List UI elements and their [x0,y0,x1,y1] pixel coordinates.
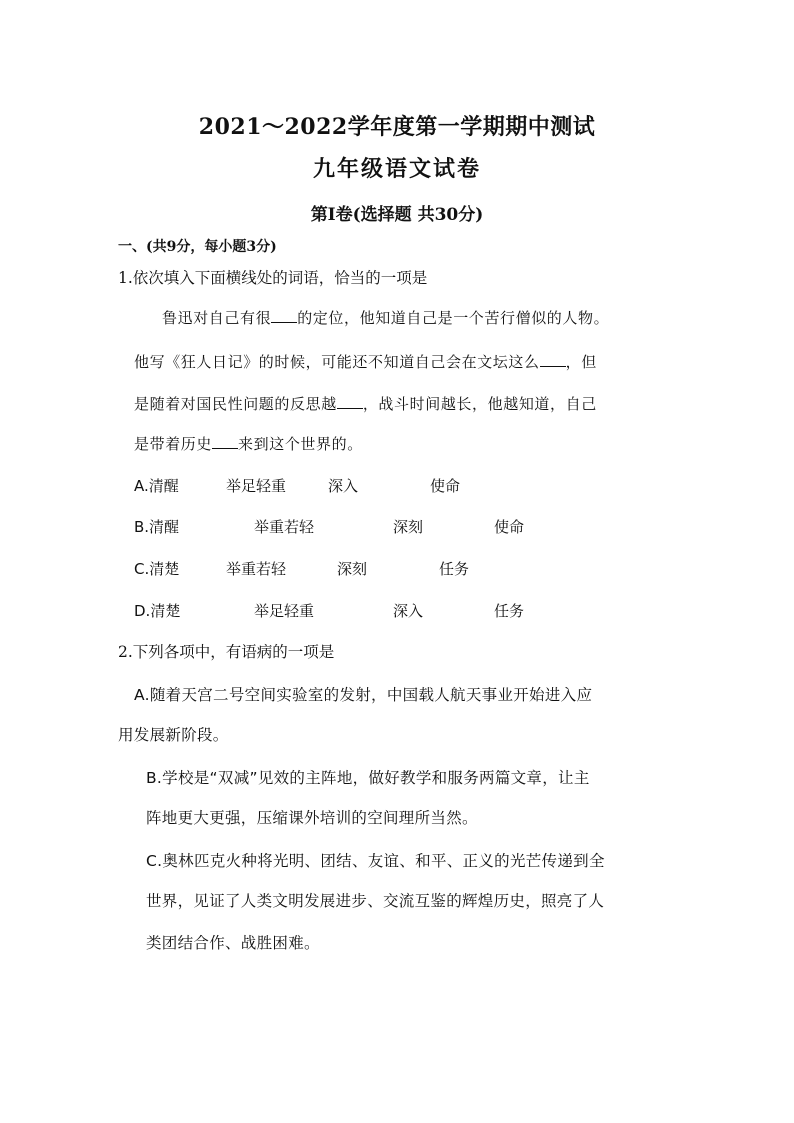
q2-option-a-line-1: A.随着天宫二号空间实验室的发射，中国载人航天事业开始进入应 [134,686,593,704]
option-word-3: 任务 [439,560,470,578]
passage-text: ，但 [565,353,597,371]
q2-option-b-line-2: 阵地更大更强，压缩课外培训的空间理所当然。 [146,809,478,827]
option-word-3: 使命 [494,518,525,536]
passage-text: 的定位，他知道自己是一个苦行僧似的人物。 [297,309,610,327]
option-word-1: 举重若轻 [254,518,315,536]
passage-text: 他写《狂人日记》的时候，可能还不知道自己会在文坛这么 [134,353,540,371]
passage-line-2 [134,351,597,372]
passage-text: ，战斗时间越长，他越知道，自己 [362,395,597,413]
fill-blank-3 [337,394,363,409]
option-word-1: 举足轻重 [254,602,315,620]
passage-line-4 [134,433,363,454]
option-word-2: 深刻 [393,518,424,536]
option-label: C.清楚 [134,560,180,578]
q2-option-c-line-3: 类团结合作、战胜困难。 [146,934,320,952]
option-label: B.清醒 [134,518,180,536]
option-label: D.清楚 [134,602,181,620]
option-word-2: 深刻 [337,560,368,578]
option-word-3: 任务 [494,602,525,620]
section-heading: 一、(共9分，每小题3分) [118,239,277,255]
volume-heading: 第Ⅰ卷(选择题 共30分) [310,205,484,225]
question-1-stem: 1.依次填入下面横线处的词语，恰当的一项是 [118,269,428,287]
q2-option-b-line-1: B.学校是“双减”见效的主阵地，做好教学和服务两篇文章，让主 [146,769,590,787]
fill-blank-2 [540,352,566,367]
q2-option-a-line-2: 用发展新阶段。 [118,726,229,744]
option-word-1: 举足轻重 [226,477,287,495]
option-word-2: 深入 [393,602,424,620]
fill-blank-1 [271,308,297,323]
passage-text: 来到这个世界的。 [238,435,363,453]
exam-title: 2021～2022学年度第一学期期中测试 [198,114,596,140]
passage-text: 鲁迅对自己有很 [162,309,272,327]
option-word-1: 举重若轻 [226,560,287,578]
passage-line-3 [134,393,597,414]
question-2-stem: 2.下列各项中，有语病的一项是 [118,643,335,661]
option-word-3: 使命 [430,477,461,495]
exam-subtitle: 九年级语文试卷 [312,156,481,182]
fill-blank-4 [212,434,238,449]
q2-option-c-line-1: C.奥林匹克火种将光明、团结、友谊、和平、正义的光芒传递到全 [146,852,605,870]
passage-text: 是随着对国民性问题的反思越 [134,395,337,413]
passage-line-1 [162,307,609,328]
option-word-2: 深入 [328,477,359,495]
passage-text: 是带着历史 [134,435,213,453]
option-label: A.清醒 [134,477,179,495]
q2-option-c-line-2: 世界，见证了人类文明发展进步、交流互鉴的辉煌历史，照亮了人 [146,892,605,910]
